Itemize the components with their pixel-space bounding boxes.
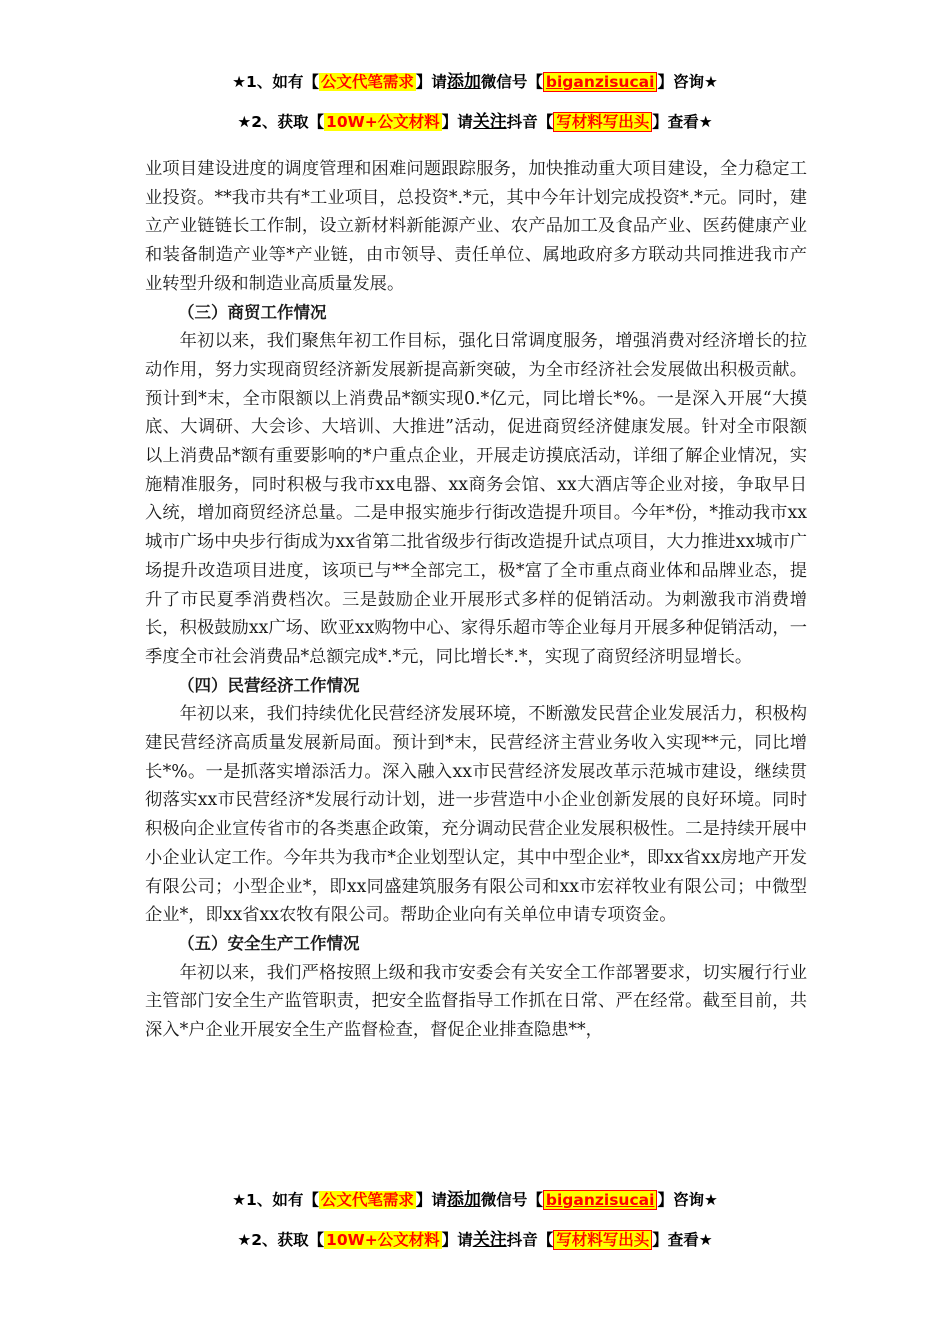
banner-text: 抖音【: [506, 1231, 554, 1249]
banner-line-1: [0, 1180, 950, 1220]
highlight-service: 公文代笔需求: [320, 73, 414, 91]
banner-prefix: ★2、获取【: [237, 1231, 325, 1249]
highlight-materials: 10W+公文材料: [326, 1231, 440, 1249]
banner-line-2: [0, 102, 950, 142]
douyin-account: 写材料写出头: [553, 1230, 652, 1250]
top-banner: [0, 62, 950, 142]
banner-suffix: 】咨询★: [657, 1191, 718, 1209]
section-heading-5: （五）安全生产工作情况: [178, 933, 360, 953]
document-body: [145, 155, 807, 1045]
banner-text: 】请: [441, 1231, 473, 1249]
banner-line-1: [0, 62, 950, 102]
paragraph: 年初以来，我们聚焦年初工作目标，强化日常调度服务，增强消费对经济增长的拉动作用，努力实现商贸经济新发展新提高新突破，为全市经济社会发展做出积极贡献。预计到*末，全市限额以上消费品*额实现0.*亿元，同比增长*%。一是深入开展“大摸底、大调研、大会诊、大培训、大推进”活动，促进商贸经济健康发展。针对全市限额以上消费品*额有重要影响的*户重点企业，开展走访摸底活动，详细了解企业情况，实施精准服务，同时积极与我市xx电器、xx商务会馆、xx大酒店等企业对接，争取早日入统，增加商贸经济总量。二是申报实施步行街改造提升项目。今年*份，*推动我市xx城市广场中央步行街成为xx省第二批省级步行街改造提升试点项目，大力推进xx城市广场提升改造项目进度，该项已与**全部完工，极*富了全市重点商业体和品牌业态，提升了市民夏季消费档次。三是鼓励企业开展形式多样的促销活动。为刺激我市消费增长，积极鼓励xx广场、欧亚xx购物中心、家得乐超市等企业每月开展多种促销活动，一季度全市社会消费品*总额完成*.*元，同比增长*.*，实现了商贸经济明显增长。: [145, 331, 807, 667]
section-heading-3: （三）商贸工作情况: [178, 302, 327, 322]
banner-text: 】请: [441, 113, 473, 131]
emphasis-text: 关注: [472, 112, 507, 132]
paragraph: 业项目建设进度的调度管理和困难问题跟踪服务，加快推动重大项目建设，全力稳定工业投资。**我市共有*工业项目，总投资*.*元，其中今年计划完成投资*.*元。同时，建立产业链链长工作制，设立新材料新能源产业、农产品加工及食品产业、医药健康产业和装备制造产业等*产业链，由市领导、责任单位、属地政府多方联动共同推进我市产业转型升级和制造业高质量发展。: [145, 159, 807, 294]
bottom-banner: [0, 1180, 950, 1260]
paragraph: 年初以来，我们严格按照上级和我市安委会有关安全工作部署要求，切实履行行业主管部门安全生产监管职责，把安全监督指导工作抓在日常、严在经常。截至目前，共深入*户企业开展安全生产监督检查，督促企业排查隐患**，: [145, 962, 807, 1041]
banner-text: 微信号【: [480, 1191, 543, 1209]
wechat-id: biganzisucai: [543, 72, 658, 92]
banner-prefix: ★1、如有【: [232, 73, 319, 91]
highlight-materials: 10W+公文材料: [326, 113, 440, 131]
banner-text: 】请: [415, 73, 447, 91]
banner-line-2: [0, 1220, 950, 1260]
banner-suffix: 】咨询★: [657, 73, 718, 91]
banner-text: 微信号【: [480, 73, 543, 91]
emphasis-text: 添加: [446, 1190, 481, 1210]
emphasis-text: 添加: [446, 72, 481, 92]
banner-text: 抖音【: [506, 113, 554, 131]
paragraph: 年初以来，我们持续优化民营经济发展环境，不断激发民营企业发展活力，积极构建民营经济高质量发展新局面。预计到*末，民营经济主营业务收入实现**元，同比增长*%。一是抓落实增添活力。深入融入xx市民营经济发展改革示范城市建设，继续贯彻落实xx市民营经济*发展行动计划，进一步营造中小企业创新发展的良好环境。同时积极向企业宣传省市的各类惠企政策，充分调动民营企业发展积极性。二是持续开展中小企业认定工作。今年共为我市*企业划型认定，其中中型企业*，即xx省xx房地产开发有限公司；小型企业*，即xx同盛建筑服务有限公司和xx市宏祥牧业有限公司；中微型企业*，即xx省xx农牧有限公司。帮助企业向有关单位申请专项资金。: [145, 704, 807, 926]
banner-prefix: ★2、获取【: [237, 113, 325, 131]
douyin-account: 写材料写出头: [553, 112, 652, 132]
emphasis-text: 关注: [472, 1230, 507, 1250]
banner-text: 】请: [415, 1191, 447, 1209]
wechat-id: biganzisucai: [543, 1190, 658, 1210]
banner-suffix: 】查看★: [652, 1231, 713, 1249]
section-heading-4: （四）民营经济工作情况: [178, 675, 360, 695]
banner-suffix: 】查看★: [652, 113, 713, 131]
highlight-service: 公文代笔需求: [320, 1191, 414, 1209]
banner-prefix: ★1、如有【: [232, 1191, 319, 1209]
